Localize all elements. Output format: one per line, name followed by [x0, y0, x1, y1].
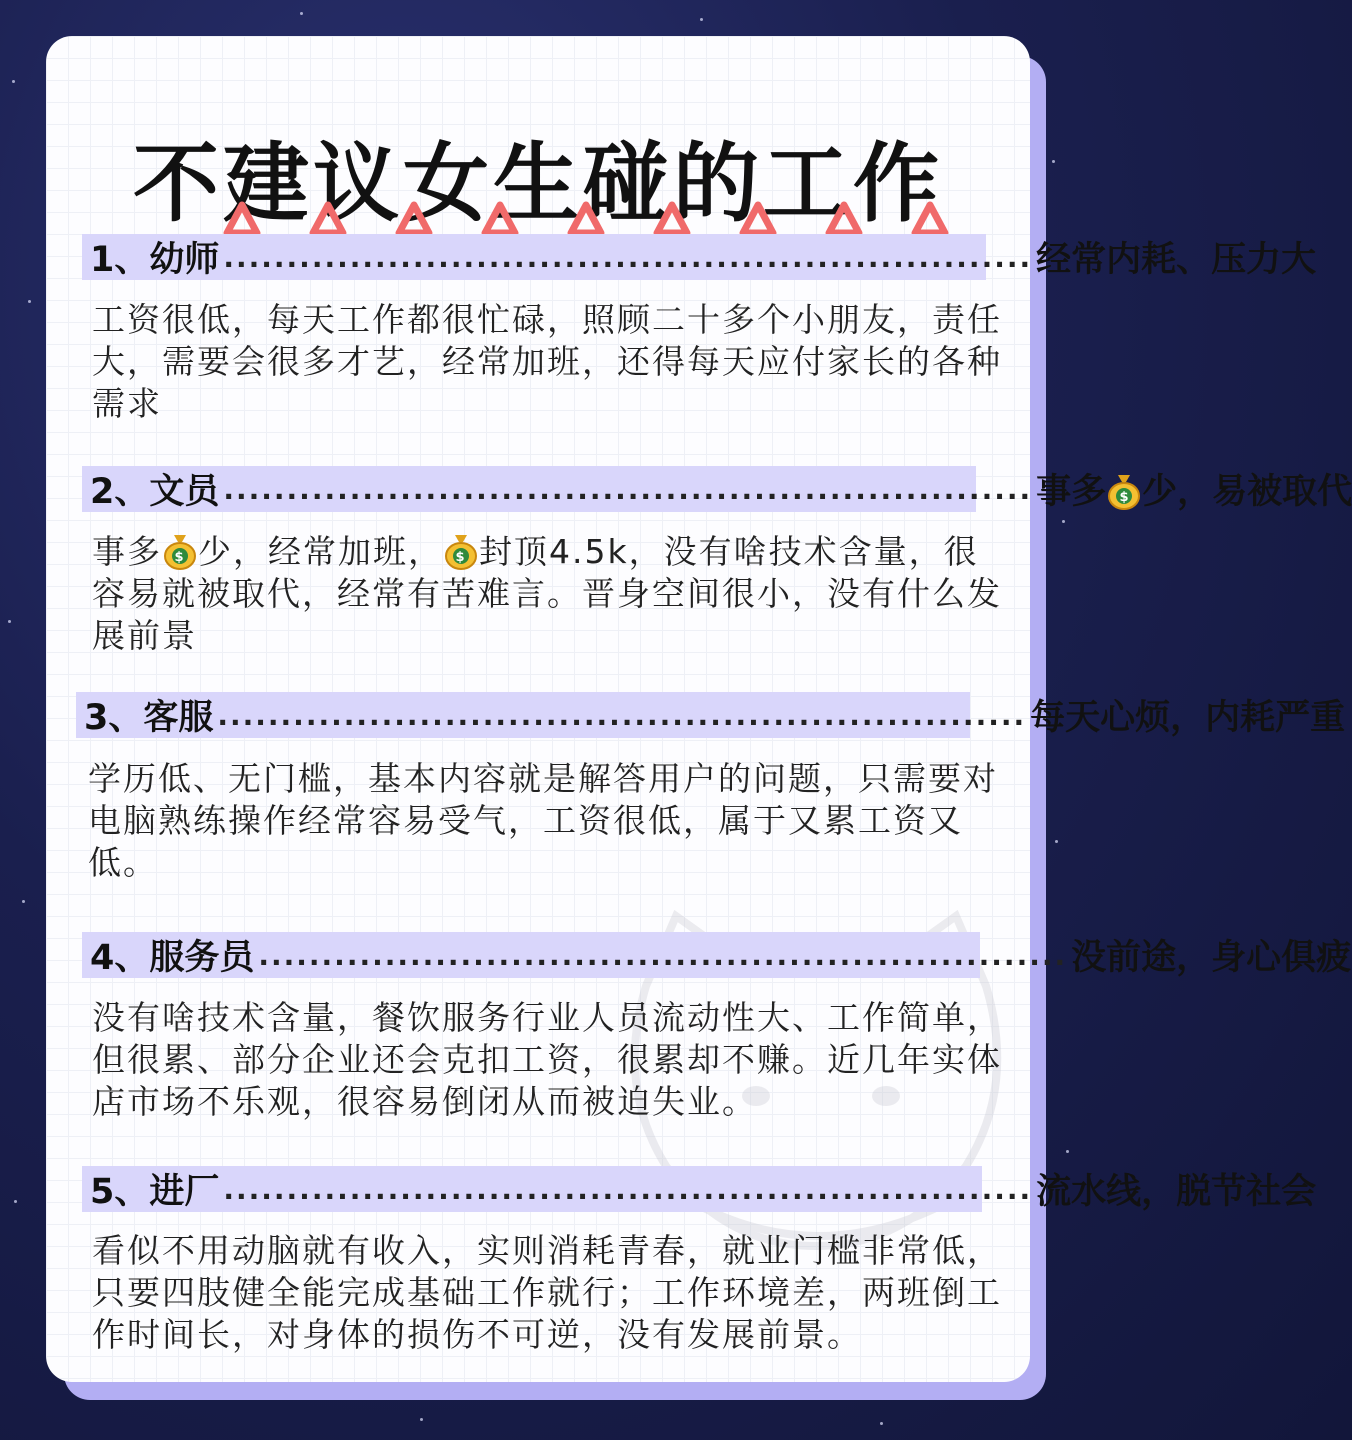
warning-triangle-icon — [482, 202, 518, 236]
section-description-3: 学历低、无门槛，基本内容就是解答用户的问题，只需要对电脑熟练操作经常容易受气，工资很低，属于又累工资又低。 — [88, 759, 998, 882]
section-heading: 1、幼师 — [90, 240, 220, 280]
warning-triangle-icon — [740, 202, 776, 236]
section-tagline: 经常内耗、压力大 — [1036, 240, 1317, 280]
money-bag-icon — [1106, 471, 1142, 509]
warning-triangle-icon — [912, 202, 948, 236]
svg-text:$: $ — [455, 550, 467, 565]
section-description-5: 看似不用动脑就有收入，实则消耗青春，就业门槛非常低，只要四肢健全能完成基础工作就行；工作环境差，两班倒工作时间长，对身体的损伤不可逆，没有发展前景。 — [92, 1231, 1002, 1354]
section-heading: 5、进厂 — [90, 1172, 220, 1212]
section-description-1: 工资很低，每天工作都很忙碌，照顾二十多个小朋友，责任大，需要会很多才艺，经常加班，还得每天应付家长的各种需求 — [92, 300, 1002, 423]
leader-dots: ................................................................ — [223, 1172, 1033, 1206]
section-heading: 4、服务员 — [90, 938, 255, 978]
section-header-3 — [76, 692, 1346, 738]
page-title: 不建议女生碰的工作 — [133, 134, 943, 234]
leader-dots: ................................................................ — [223, 472, 1033, 506]
section-description-4: 没有啥技术含量，餐饮服务行业人员流动性大、工作简单，但很累、部分企业还会克扣工资，很累却不赚。近几年实体店市场不乐观，很容易倒闭从而被迫失业。 — [92, 998, 1002, 1121]
money-bag-icon — [443, 531, 479, 569]
section-heading: 3、客服 — [84, 698, 214, 738]
leader-dots: ................................................................ — [258, 938, 1068, 972]
section-description-2: 事多 $ 少，经常加班， $ 封顶4.5k，没有啥技术含量，很容易就被取代，经常有苦难言。晋身空间很小，没有什么发展前景 — [92, 532, 1002, 655]
money-bag-icon — [162, 531, 198, 569]
section-header-5 — [82, 1166, 1317, 1212]
warning-triangle-icon — [224, 202, 260, 236]
section-tagline: 事多 $ 少，易被取代 — [1036, 472, 1352, 512]
leader-dots: ................................................................ — [223, 240, 1033, 274]
section-heading: 2、文员 — [90, 472, 220, 512]
section-tagline: 流水线，脱节社会 — [1036, 1172, 1317, 1212]
svg-text:$: $ — [1119, 490, 1129, 505]
leader-dots: ................................................................ — [217, 698, 1027, 732]
warning-triangle-icon — [654, 202, 690, 236]
section-header-1 — [82, 234, 1317, 280]
warning-triangle-icon — [396, 202, 432, 236]
section-header-2 — [82, 466, 1352, 512]
section-tagline: 每天心烦，内耗严重 — [1030, 698, 1346, 738]
section-header-4 — [82, 932, 1352, 978]
section-tagline: 没前途，身心俱疲 — [1071, 938, 1352, 978]
svg-text:$: $ — [174, 550, 186, 565]
warning-triangle-icon — [826, 202, 862, 236]
content-card — [46, 36, 1352, 1382]
warning-triangle-icon — [568, 202, 604, 236]
warning-triangle-icon — [310, 202, 346, 236]
